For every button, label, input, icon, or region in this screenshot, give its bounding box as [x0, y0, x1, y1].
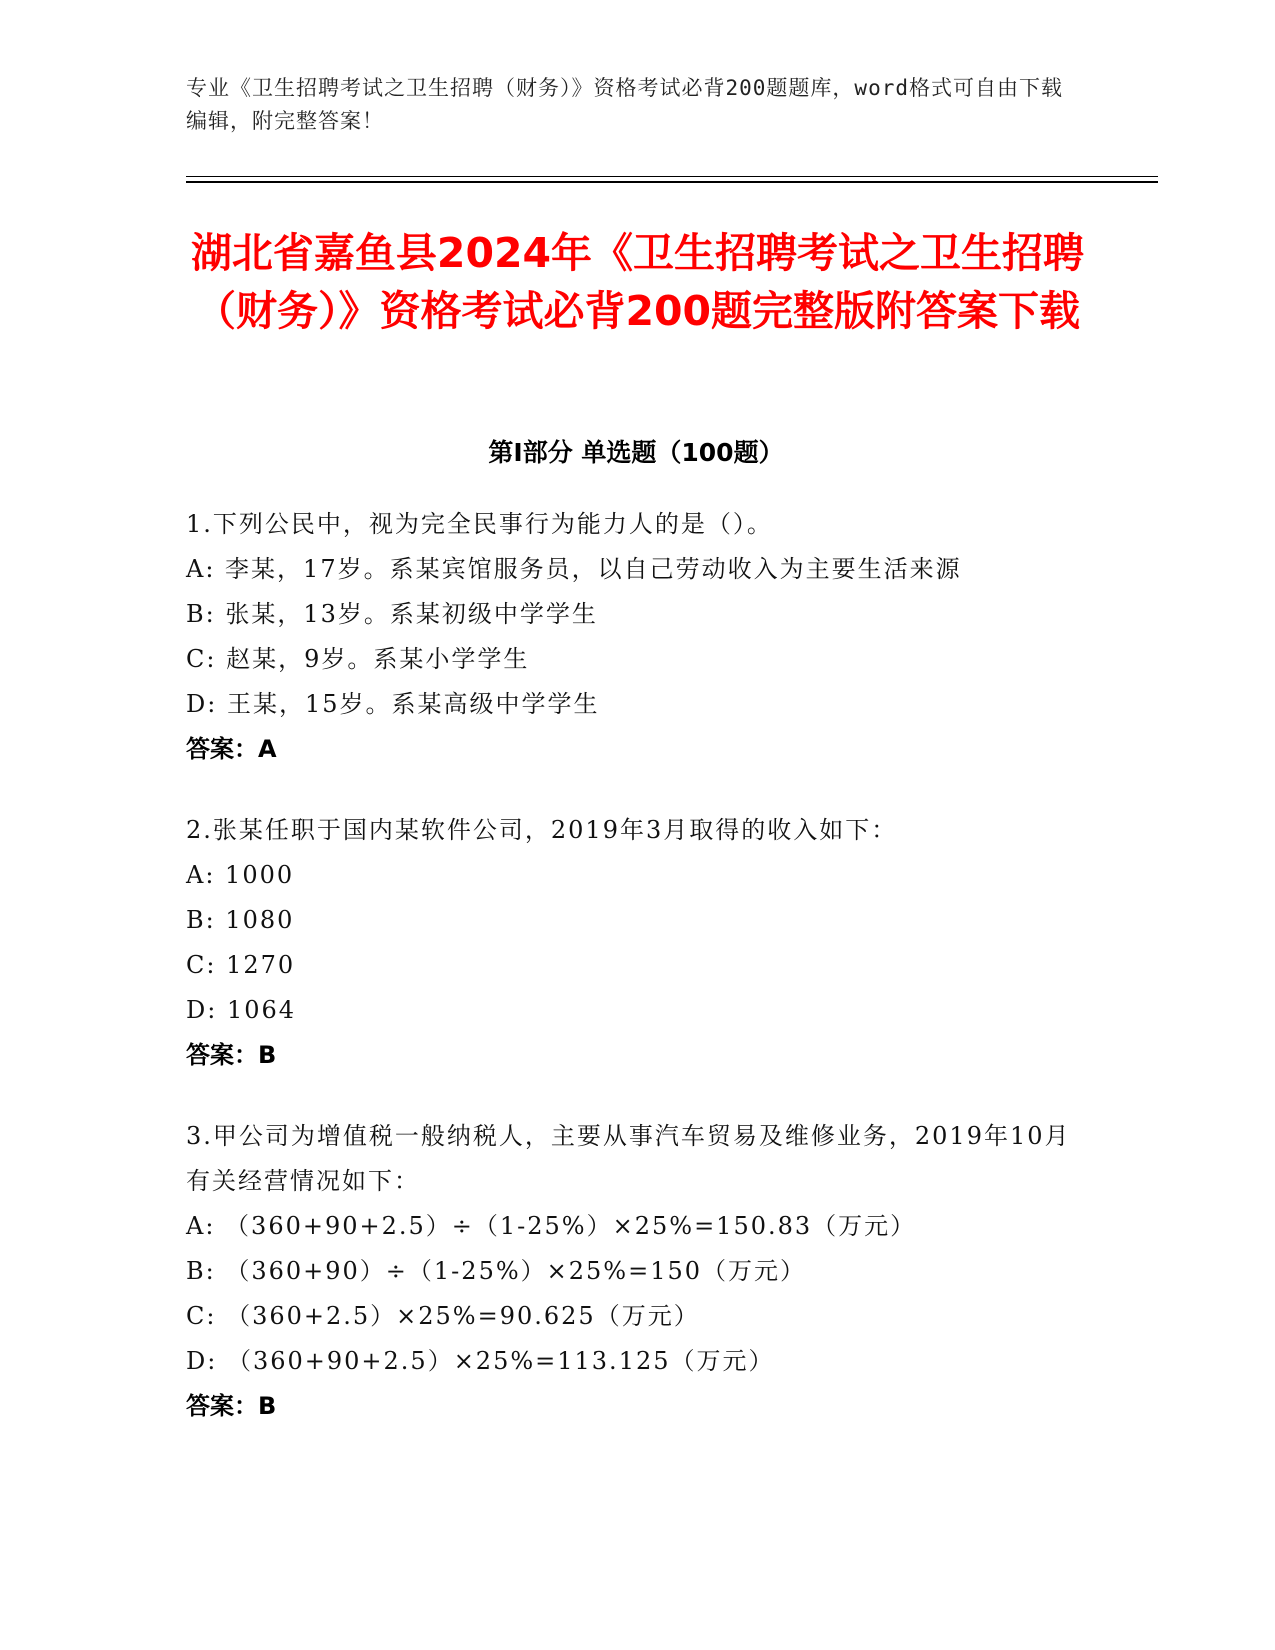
question-stem: 3.甲公司为增值税一般纳税人，主要从事汽车贸易及维修业务，2019年10月有关经营情况如下： [186, 1122, 1071, 1195]
option-d: D: 王某，15岁。系某高级中学学生 [186, 690, 600, 718]
question-stem: 2.张某任职于国内某软件公司，2019年3月取得的收入如下： [186, 816, 898, 844]
header-divider-thin [186, 176, 1158, 177]
option-d: D: （360+90+2.5）×25%=113.125（万元） [186, 1347, 775, 1375]
question-2 [186, 808, 1086, 1078]
option-c: C: （360+2.5）×25%=90.625（万元） [186, 1302, 700, 1330]
option-c: C: 赵某，9岁。系某小学学生 [186, 645, 530, 673]
answer-line: 答案：B [186, 1041, 277, 1069]
header-note: 专业《卫生招聘考试之卫生招聘（财务）》资格考试必背200题题库，word格式可自由下载编辑，附完整答案！ [186, 76, 1063, 133]
option-b: B: 张某，13岁。系某初级中学学生 [186, 600, 598, 628]
option-b: B: （360+90）÷（1-25%）×25%=150（万元） [186, 1257, 807, 1285]
document-title: 湖北省嘉鱼县2024年《卫生招聘考试之卫生招聘（财务）》资格考试必背200题完整版附答案下载 [190, 229, 1085, 335]
header-divider-thick [186, 181, 1158, 183]
question-1 [186, 502, 1086, 772]
answer-line: 答案：B [186, 1392, 277, 1420]
answer-line: 答案：A [186, 735, 277, 763]
option-d: D: 1064 [186, 996, 297, 1024]
option-c: C: 1270 [186, 951, 296, 979]
option-a: A: （360+90+2.5）÷（1-25%）×25%=150.83（万元） [186, 1212, 917, 1240]
option-b: B: 1080 [186, 906, 295, 934]
option-a: A: 李某，17岁。系某宾馆服务员，以自己劳动收入为主要生活来源 [186, 555, 962, 583]
question-3 [186, 1114, 1086, 1429]
section-title: 第Ⅰ部分 单选题（100题） [488, 438, 784, 467]
option-a: A: 1000 [186, 861, 295, 889]
question-stem: 1.下列公民中，视为完全民事行为能力人的是（）。 [186, 510, 773, 538]
